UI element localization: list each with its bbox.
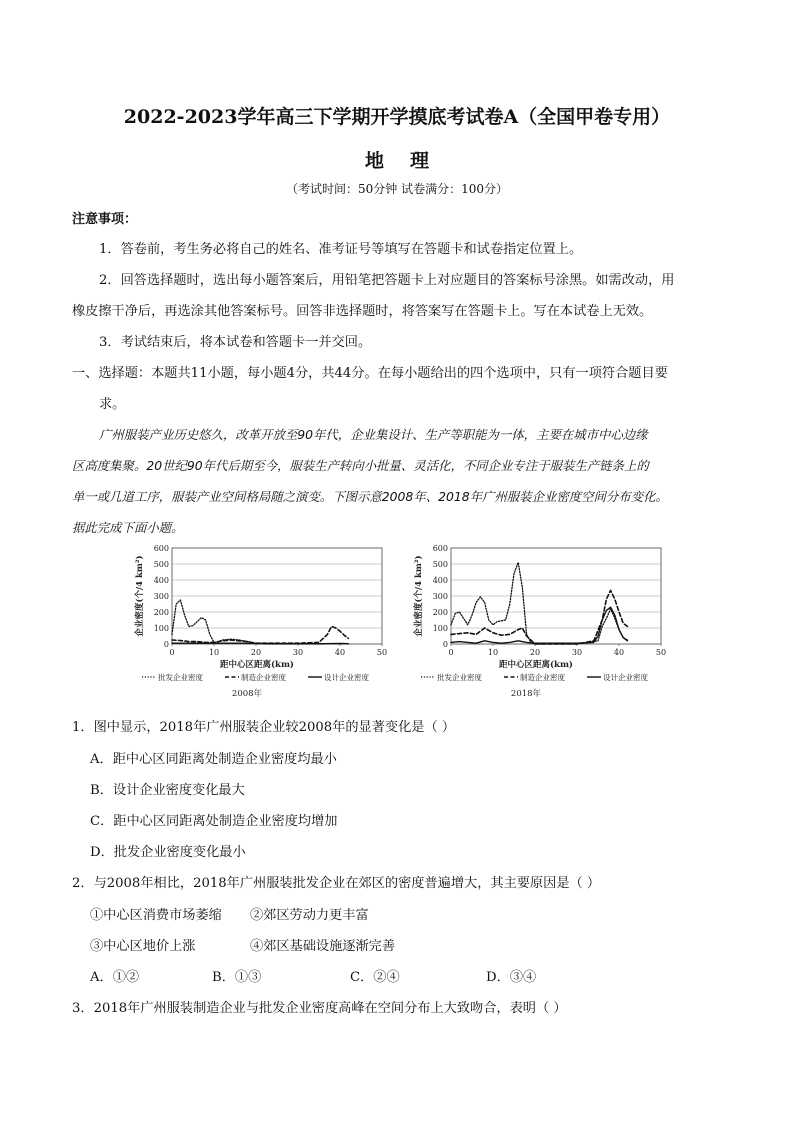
y-tick-label: 200: [153, 608, 169, 617]
exam-meta: （考试时间：50分钟 试卷满分：100分）: [286, 182, 508, 196]
y-tick-label: 0: [163, 640, 169, 649]
y-tick-label: 600: [432, 544, 448, 553]
x-axis-label: 距中心区距离(km): [220, 660, 294, 670]
q1-option-c[interactable]: C．距中心区同距离处制造企业密度均增加: [90, 814, 338, 829]
y-tick-label: 400: [153, 576, 169, 585]
series-line-dotted: [172, 600, 323, 644]
chart-caption: 2008年: [231, 689, 263, 699]
q2-option-c[interactable]: C．②④: [350, 970, 400, 985]
notice-line: 1．答卷前，考生务必将自己的姓名、准考证号等填写在答题卡和试卷指定位置上。: [99, 242, 583, 257]
q2-item: ①中心区消费市场萎缩: [90, 908, 222, 923]
y-tick-label: 600: [153, 544, 169, 553]
y-tick-label: 100: [432, 624, 448, 633]
question-2-stem: 2．与2008年相比，2018年广州服装批发企业在郊区的密度普遍增大，其主要原因是（ ）: [72, 876, 601, 891]
y-tick-label: 400: [432, 576, 448, 585]
y-tick-label: 300: [432, 592, 448, 601]
q2-option-a[interactable]: A．①②: [90, 970, 140, 985]
exam-title: 2022-2023学年高三下学期开学摸底考试卷A（全国甲卷专用）: [123, 106, 671, 128]
passage-line: 广州服装产业历史悠久，改革开放至90年代，企业集设计、生产等职能为一体，主要在城市中心边缘: [99, 427, 648, 442]
section-heading: 一、选择题：本题共11小题，每小题4分，共44分。在每小题给出的四个选项中，只有一项符合题目要: [72, 366, 668, 381]
q2-item: ②郊区劳动力更丰富: [250, 908, 369, 923]
x-tick-label: 10: [208, 648, 220, 657]
question-3-stem: 3．2018年广州服装制造企业与批发企业密度高峰在空间分布上大致吻合，表明（ ）: [72, 1001, 567, 1016]
x-tick-label: 20: [250, 648, 262, 657]
x-axis-label: 距中心区距离(km): [499, 660, 573, 670]
x-tick-label: 0: [448, 648, 454, 657]
x-tick-label: 30: [292, 648, 304, 657]
y-axis-label: 企业密度(个/4 km²): [414, 555, 424, 637]
y-tick-label: 500: [432, 560, 448, 569]
x-tick-label: 30: [571, 648, 583, 657]
q2-item: ③中心区地价上涨: [90, 939, 196, 954]
x-tick-label: 50: [376, 648, 388, 657]
y-tick-label: 200: [432, 608, 448, 617]
x-tick-label: 0: [169, 648, 175, 657]
series-line-dashed: [172, 626, 348, 643]
x-tick-label: 40: [334, 648, 346, 657]
y-axis-label: 企业密度(个/4 km²): [135, 555, 145, 637]
q1-option-b[interactable]: B．设计企业密度变化最大: [90, 783, 245, 798]
q1-option-a[interactable]: A．距中心区同距离处制造企业密度均最小: [90, 752, 337, 767]
passage-line: 据此完成下面小题。: [72, 520, 184, 535]
notice-line: 橡皮擦干净后，再选涂其他答案标号。回答非选择题时，将答案写在答题卡上。写在本试卷上无效。: [72, 304, 653, 319]
subject-title: 地理: [364, 150, 455, 172]
y-tick-label: 300: [153, 592, 169, 601]
legend-label: 批发企业密度: [437, 673, 482, 682]
chart-2008: [128, 542, 388, 708]
notice-heading: 注意事项：: [72, 212, 138, 227]
y-tick-label: 0: [442, 640, 448, 649]
q2-option-d[interactable]: D．③④: [486, 970, 537, 985]
notice-line: 2．回答选择题时，选出每小题答案后，用铅笔把答题卡上对应题目的答案标号涂黑。如需改动，用: [99, 273, 675, 288]
legend-label: 批发企业密度: [158, 673, 203, 682]
series-line-solid: [451, 607, 627, 643]
legend-label: 制造企业密度: [520, 673, 565, 682]
chart-2018: [405, 542, 670, 708]
notice-line: 3．考试结束后，将本试卷和答题卡一并交回。: [99, 335, 372, 350]
series-line-dashed: [451, 590, 627, 644]
legend-label: 制造企业密度: [241, 673, 286, 682]
q2-option-b[interactable]: B．①③: [212, 970, 262, 985]
x-tick-label: 50: [655, 648, 667, 657]
x-tick-label: 10: [487, 648, 499, 657]
legend-label: 设计企业密度: [603, 673, 648, 682]
series-line-dotted: [451, 562, 627, 644]
chart-caption: 2018年: [510, 689, 542, 699]
section-heading-cont: 求。: [99, 397, 126, 412]
passage-line: 区高度集聚。20世纪90年代后期至今，服装生产转向小批量、灵活化，不同企业专注于服装生产链条上的: [72, 458, 649, 473]
series-line-solid: [172, 643, 348, 644]
x-tick-label: 20: [529, 648, 541, 657]
q1-option-d[interactable]: D．批发企业密度变化最小: [90, 845, 246, 860]
x-tick-label: 40: [613, 648, 625, 657]
legend-label: 设计企业密度: [324, 673, 369, 682]
passage-line: 单一或几道工序，服装产业空间格局随之演变。下图示意2008年、2018年广州服装企业密度空间分布变化。: [72, 489, 668, 504]
y-tick-label: 500: [153, 560, 169, 569]
q2-item: ④郊区基础设施逐渐完善: [250, 939, 396, 954]
question-1-stem: 1．图中显示，2018年广州服装企业较2008年的显著变化是（ ）: [72, 720, 456, 735]
y-tick-label: 100: [153, 624, 169, 633]
